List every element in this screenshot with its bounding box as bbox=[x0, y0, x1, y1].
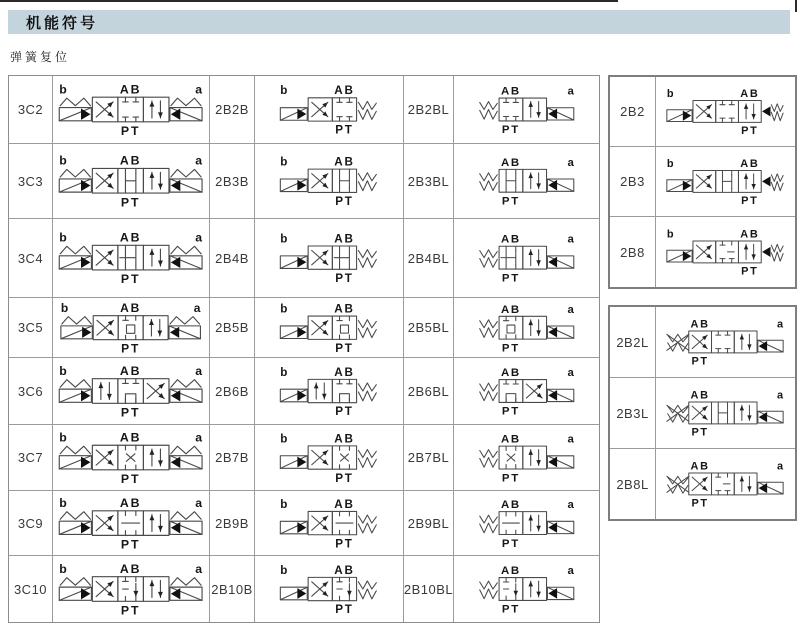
svg-text:AB: AB bbox=[740, 158, 760, 171]
svg-text:b: b bbox=[59, 561, 68, 576]
valve-schematic-icon bbox=[456, 221, 597, 294]
valve-schematic-icon bbox=[658, 380, 793, 446]
svg-text:a: a bbox=[567, 565, 574, 578]
svg-text:b: b bbox=[59, 153, 68, 168]
svg-text:PT: PT bbox=[335, 123, 354, 137]
svg-text:PT: PT bbox=[741, 265, 759, 278]
svg-text:b: b bbox=[59, 230, 68, 245]
valve-schematic-icon bbox=[456, 78, 597, 141]
valve-label-2B8L: 2B8L bbox=[610, 449, 656, 519]
svg-text:PT: PT bbox=[335, 341, 354, 355]
valve-label-3C2: 3C2 bbox=[9, 76, 53, 144]
valve-schematic-icon bbox=[658, 309, 793, 375]
valve-label-2B5B: 2B5B bbox=[210, 298, 255, 358]
svg-text:b: b bbox=[61, 300, 69, 315]
svg-text:AB: AB bbox=[120, 363, 142, 378]
svg-text:PT: PT bbox=[335, 603, 354, 617]
svg-text:PT: PT bbox=[502, 537, 521, 550]
valve-symbol-2B10BL bbox=[454, 556, 599, 622]
valve-schematic-icon bbox=[658, 451, 793, 517]
svg-text:a: a bbox=[195, 230, 203, 245]
svg-text:AB: AB bbox=[120, 430, 142, 445]
valve-label-2B7B: 2B7B bbox=[210, 425, 255, 491]
svg-text:PT: PT bbox=[691, 426, 709, 439]
svg-text:PT: PT bbox=[121, 341, 141, 356]
valve-schematic-icon bbox=[55, 300, 206, 355]
valve-schematic-icon bbox=[456, 300, 597, 355]
svg-text:PT: PT bbox=[335, 272, 354, 286]
valve-symbol-3C4 bbox=[53, 219, 210, 298]
valve-label-2B4BL: 2B4BL bbox=[404, 219, 454, 298]
valve-label-2B2B: 2B2B bbox=[210, 76, 255, 144]
valve-symbol-3C7 bbox=[53, 425, 210, 491]
page-title-bar bbox=[8, 10, 790, 34]
svg-text:AB: AB bbox=[501, 499, 522, 512]
valve-symbol-3C3 bbox=[53, 144, 210, 219]
svg-text:AB: AB bbox=[501, 433, 522, 446]
svg-text:a: a bbox=[195, 561, 203, 576]
svg-text:a: a bbox=[567, 367, 574, 380]
valve-label-2B10B: 2B10B bbox=[210, 556, 255, 622]
svg-text:b: b bbox=[59, 430, 68, 445]
svg-text:b: b bbox=[666, 158, 674, 171]
svg-text:AB: AB bbox=[334, 497, 355, 511]
valve-symbol-3C9 bbox=[53, 491, 210, 556]
svg-text:PT: PT bbox=[502, 272, 521, 285]
svg-text:AB: AB bbox=[690, 460, 710, 473]
valve-label-2B10BL: 2B10BL bbox=[404, 556, 454, 622]
svg-text:b: b bbox=[280, 84, 288, 98]
side-panel-2bl bbox=[608, 305, 797, 521]
valve-symbol-2B2B bbox=[255, 76, 404, 144]
svg-text:a: a bbox=[777, 318, 784, 331]
valve-schematic-icon bbox=[257, 427, 401, 488]
valve-schematic-icon bbox=[658, 219, 793, 285]
svg-text:a: a bbox=[567, 85, 574, 98]
svg-text:PT: PT bbox=[502, 603, 521, 616]
svg-text:PT: PT bbox=[741, 195, 759, 208]
svg-text:AB: AB bbox=[334, 232, 355, 246]
svg-text:AB: AB bbox=[740, 228, 760, 241]
svg-text:PT: PT bbox=[335, 195, 354, 209]
svg-text:AB: AB bbox=[120, 230, 142, 245]
valve-symbol-3C6 bbox=[53, 358, 210, 425]
valve-schematic-icon bbox=[257, 558, 401, 620]
svg-text:AB: AB bbox=[334, 155, 355, 169]
valve-label-2B9BL: 2B9BL bbox=[404, 491, 454, 556]
valve-schematic-icon bbox=[55, 360, 206, 422]
valve-schematic-icon bbox=[55, 221, 206, 294]
valve-label-2B9B: 2B9B bbox=[210, 491, 255, 556]
svg-text:PT: PT bbox=[121, 603, 141, 618]
valve-schematic-icon bbox=[55, 558, 206, 620]
svg-text:AB: AB bbox=[120, 561, 142, 576]
svg-text:PT: PT bbox=[335, 537, 354, 551]
svg-text:a: a bbox=[194, 300, 201, 315]
page-title: 机能符号 bbox=[26, 14, 99, 32]
valve-schematic-icon bbox=[658, 149, 793, 214]
corner-mark bbox=[795, 0, 797, 12]
valve-symbol-2B7B bbox=[255, 425, 404, 491]
svg-text:AB: AB bbox=[501, 367, 522, 380]
valve-schematic-icon bbox=[257, 221, 401, 294]
valve-symbol-2B8 bbox=[656, 217, 795, 287]
svg-text:PT: PT bbox=[121, 195, 141, 210]
valve-label-3C9: 3C9 bbox=[9, 491, 53, 556]
svg-text:a: a bbox=[777, 460, 784, 473]
valve-label-2B2: 2B2 bbox=[610, 77, 656, 147]
valve-label-3C7: 3C7 bbox=[9, 425, 53, 491]
valve-symbol-2B3BL bbox=[454, 144, 599, 219]
svg-text:PT: PT bbox=[691, 355, 709, 368]
svg-text:PT: PT bbox=[335, 471, 354, 485]
svg-text:a: a bbox=[567, 303, 574, 316]
svg-text:PT: PT bbox=[121, 405, 141, 420]
valve-schematic-icon bbox=[456, 558, 597, 620]
svg-text:b: b bbox=[666, 88, 674, 101]
valve-schematic-icon bbox=[55, 146, 206, 216]
valve-schematic-icon bbox=[257, 300, 401, 355]
svg-text:PT: PT bbox=[121, 272, 141, 287]
svg-text:AB: AB bbox=[501, 303, 522, 316]
svg-text:PT: PT bbox=[502, 472, 521, 485]
svg-text:PT: PT bbox=[121, 124, 141, 139]
valve-schematic-icon bbox=[456, 493, 597, 553]
svg-text:PT: PT bbox=[121, 537, 141, 552]
valve-schematic-icon bbox=[658, 79, 793, 144]
svg-text:b: b bbox=[59, 82, 68, 97]
svg-text:AB: AB bbox=[334, 563, 355, 577]
valve-schematic-icon bbox=[55, 78, 206, 141]
svg-text:PT: PT bbox=[335, 405, 354, 419]
valve-label-3C5: 3C5 bbox=[9, 298, 53, 358]
svg-text:PT: PT bbox=[502, 195, 521, 208]
valve-label-2B7BL: 2B7BL bbox=[404, 425, 454, 491]
valve-symbol-2B5B bbox=[255, 298, 404, 358]
svg-text:b: b bbox=[280, 365, 288, 379]
valve-symbol-2B2BL bbox=[454, 76, 599, 144]
valve-symbol-2B9B bbox=[255, 491, 404, 556]
valve-label-2B5BL: 2B5BL bbox=[404, 298, 454, 358]
valve-schematic-icon bbox=[456, 360, 597, 422]
valve-symbol-3C10 bbox=[53, 556, 210, 622]
main-symbol-table bbox=[8, 75, 600, 623]
valve-label-2B6B: 2B6B bbox=[210, 358, 255, 425]
svg-text:AB: AB bbox=[334, 432, 355, 446]
svg-text:b: b bbox=[280, 432, 288, 446]
svg-text:PT: PT bbox=[502, 124, 521, 137]
svg-text:PT: PT bbox=[691, 497, 709, 510]
valve-symbol-2B10B bbox=[255, 556, 404, 622]
svg-text:b: b bbox=[666, 228, 674, 241]
svg-text:PT: PT bbox=[741, 125, 759, 138]
svg-text:b: b bbox=[280, 497, 288, 511]
svg-text:a: a bbox=[195, 153, 203, 168]
valve-schematic-icon bbox=[257, 360, 401, 422]
svg-text:AB: AB bbox=[334, 84, 355, 98]
valve-symbol-2B6BL bbox=[454, 358, 599, 425]
valve-label-2B4B: 2B4B bbox=[210, 219, 255, 298]
svg-text:AB: AB bbox=[690, 318, 710, 331]
section-subtitle: 弹簧复位 bbox=[10, 50, 71, 64]
valve-label-2B3L: 2B3L bbox=[610, 378, 656, 449]
valve-symbol-3C2 bbox=[53, 76, 210, 144]
svg-text:a: a bbox=[567, 433, 574, 446]
valve-label-2B6BL: 2B6BL bbox=[404, 358, 454, 425]
svg-text:a: a bbox=[195, 82, 203, 97]
valve-schematic-icon bbox=[456, 146, 597, 216]
svg-text:a: a bbox=[567, 499, 574, 512]
svg-text:a: a bbox=[567, 234, 574, 247]
valve-label-3C6: 3C6 bbox=[9, 358, 53, 425]
side-panel-2b bbox=[608, 75, 797, 289]
valve-symbol-2B3L bbox=[656, 378, 795, 449]
svg-text:a: a bbox=[195, 363, 203, 378]
svg-text:b: b bbox=[280, 563, 288, 577]
svg-text:a: a bbox=[195, 430, 203, 445]
svg-text:a: a bbox=[777, 389, 784, 402]
svg-text:AB: AB bbox=[501, 234, 522, 247]
valve-symbol-2B4B bbox=[255, 219, 404, 298]
valve-symbol-2B2L bbox=[656, 307, 795, 378]
svg-text:b: b bbox=[280, 302, 288, 316]
svg-text:AB: AB bbox=[501, 565, 522, 578]
valve-schematic-icon bbox=[257, 146, 401, 216]
svg-text:b: b bbox=[280, 155, 288, 169]
valve-label-3C4: 3C4 bbox=[9, 219, 53, 298]
valve-symbol-2B5BL bbox=[454, 298, 599, 358]
svg-text:AB: AB bbox=[334, 365, 355, 379]
valve-label-2B2BL: 2B2BL bbox=[404, 76, 454, 144]
svg-text:PT: PT bbox=[502, 342, 521, 355]
svg-text:AB: AB bbox=[120, 82, 142, 97]
svg-text:AB: AB bbox=[740, 88, 760, 101]
valve-label-2B2L: 2B2L bbox=[610, 307, 656, 378]
valve-label-3C3: 3C3 bbox=[9, 144, 53, 219]
top-rule bbox=[0, 0, 618, 2]
valve-label-2B3BL: 2B3BL bbox=[404, 144, 454, 219]
svg-text:AB: AB bbox=[120, 495, 142, 510]
valve-schematic-icon bbox=[456, 427, 597, 488]
valve-label-2B8: 2B8 bbox=[610, 217, 656, 287]
svg-text:AB: AB bbox=[501, 85, 522, 98]
svg-text:PT: PT bbox=[121, 472, 141, 487]
valve-symbol-2B3 bbox=[656, 147, 795, 217]
svg-text:AB: AB bbox=[690, 389, 710, 402]
svg-text:a: a bbox=[567, 157, 574, 170]
valve-symbol-2B6B bbox=[255, 358, 404, 425]
valve-symbol-2B9BL bbox=[454, 491, 599, 556]
valve-label-2B3B: 2B3B bbox=[210, 144, 255, 219]
valve-symbol-2B8L bbox=[656, 449, 795, 519]
valve-schematic-icon bbox=[55, 427, 206, 488]
svg-text:AB: AB bbox=[120, 153, 142, 168]
svg-text:AB: AB bbox=[334, 302, 355, 316]
valve-schematic-icon bbox=[257, 78, 401, 141]
svg-text:b: b bbox=[59, 363, 68, 378]
svg-text:AB: AB bbox=[120, 300, 142, 315]
svg-text:AB: AB bbox=[501, 157, 522, 170]
valve-schematic-icon bbox=[55, 493, 206, 553]
svg-text:PT: PT bbox=[502, 405, 521, 418]
svg-text:b: b bbox=[59, 495, 68, 510]
valve-symbol-2B7BL bbox=[454, 425, 599, 491]
valve-symbol-2B4BL bbox=[454, 219, 599, 298]
valve-label-3C10: 3C10 bbox=[9, 556, 53, 622]
valve-symbol-2B2 bbox=[656, 77, 795, 147]
svg-text:a: a bbox=[195, 495, 203, 510]
valve-schematic-icon bbox=[257, 493, 401, 553]
valve-symbol-3C5 bbox=[53, 298, 210, 358]
valve-symbol-2B3B bbox=[255, 144, 404, 219]
svg-text:b: b bbox=[280, 232, 288, 246]
valve-label-2B3: 2B3 bbox=[610, 147, 656, 217]
